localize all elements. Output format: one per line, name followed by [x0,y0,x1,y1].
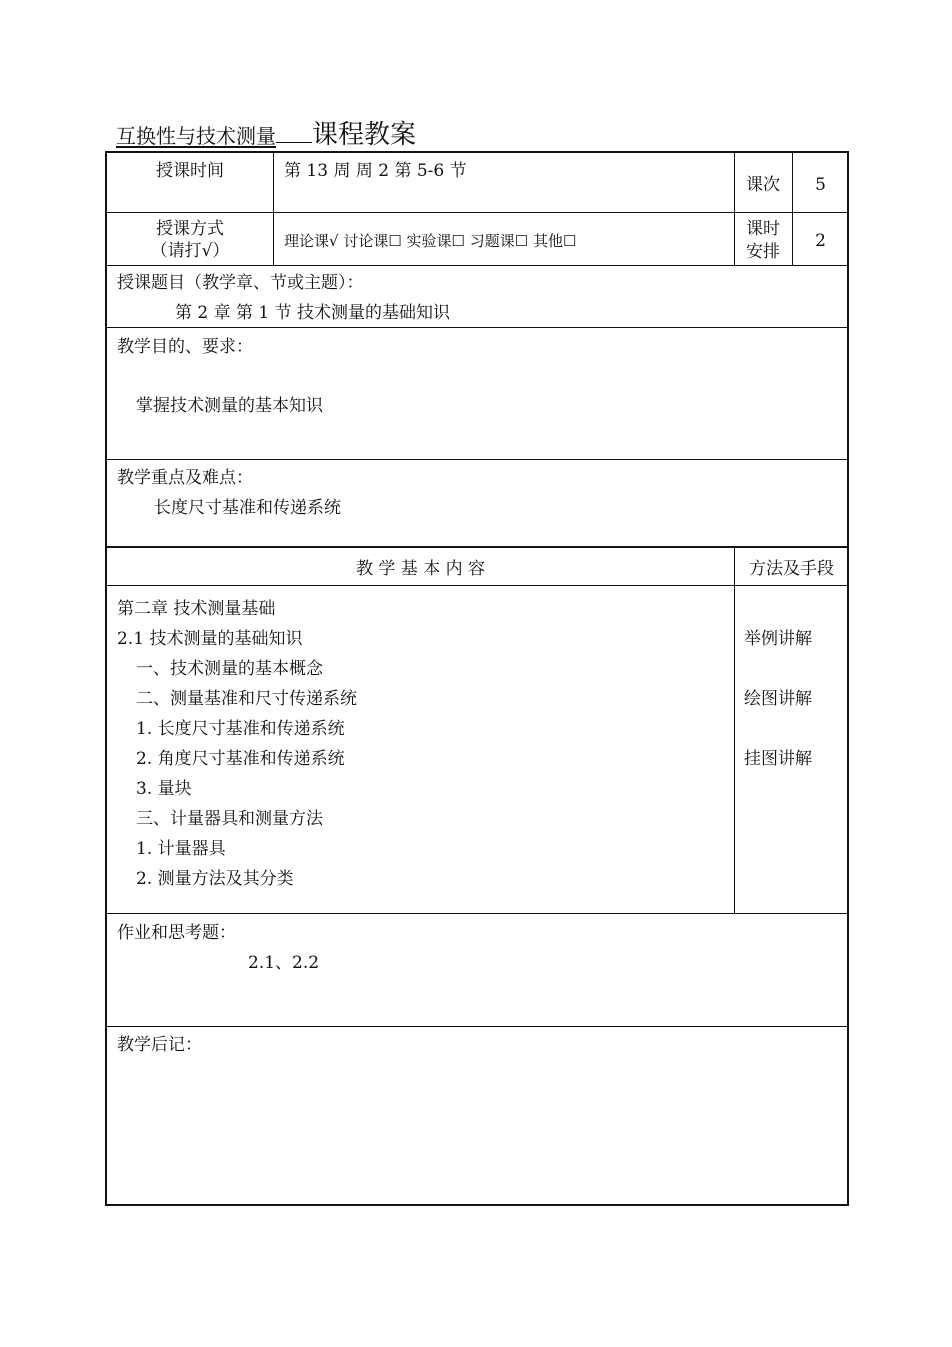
content-line: 一、技术测量的基本概念 [136,659,323,679]
time-label: 授课时间 [156,161,224,181]
rule-col-method [734,546,735,913]
lesson-plan-table [105,151,849,1206]
rule-homework [107,1026,847,1027]
content-line: 2. 测量方法及其分类 [136,869,294,889]
topic-label: 授课题目（教学章、节或主题）： [117,273,364,293]
rule-content [107,913,847,914]
rule-col-label [273,153,274,265]
content-line: 2.1 技术测量的基础知识 [117,629,303,649]
homework-label: 作业和思考题： [117,923,236,943]
mode-label-hint: （请打√） [150,241,230,261]
content-line: 3. 量块 [136,779,192,799]
document-type: 课程教案 [312,120,417,150]
content-line: 2. 角度尺寸基准和传递系统 [136,749,345,769]
rule-goal [107,459,847,460]
homework-value: 2.1、2.2 [248,953,320,973]
keypoints-value: 长度尺寸基准和传递系统 [154,498,341,518]
content-line: 1. 计量器具 [136,839,226,859]
content-line: 1. 长度尺寸基准和传递系统 [136,719,345,739]
method-item: 绘图讲解 [744,689,812,709]
content-line: 三、计量器具和测量方法 [136,809,323,829]
time-value: 第 13 周 周 2 第 5-6 节 [284,161,467,181]
hours-value: 2 [815,231,826,251]
method-header: 方法及手段 [749,559,834,579]
method-item: 举例讲解 [744,629,812,649]
postscript-label: 教学后记： [117,1035,202,1055]
content-line: 二、测量基准和尺寸传递系统 [136,689,357,709]
goal-value: 掌握技术测量的基本知识 [136,396,323,416]
session-value: 5 [815,175,826,195]
course-name: 互换性与技术测量 [116,124,276,148]
mode-options: 理论课√ 讨论课☐ 实验课☐ 习题课☐ 其他☐ [284,232,577,250]
document-title [116,114,416,151]
rule-keypoints [107,546,847,548]
rule-content-header [107,585,847,586]
content-header: 教 学 基 本 内 容 [355,559,486,579]
hours-label-2: 安排 [746,242,780,262]
hours-label: 课时 [746,219,780,239]
title-underline-gap [276,141,312,143]
session-label: 课次 [746,175,780,195]
content-line: 第二章 技术测量基础 [117,599,276,619]
goal-label: 教学目的、要求： [117,337,253,357]
rule-row1 [107,212,847,213]
method-item: 挂图讲解 [744,749,812,769]
rule-topic [107,327,847,328]
topic-value: 第 2 章 第 1 节 技术测量的基础知识 [175,303,451,323]
keypoints-label: 教学重点及难点： [117,468,253,488]
mode-label: 授课方式 [156,219,224,239]
rule-row2 [107,265,847,266]
